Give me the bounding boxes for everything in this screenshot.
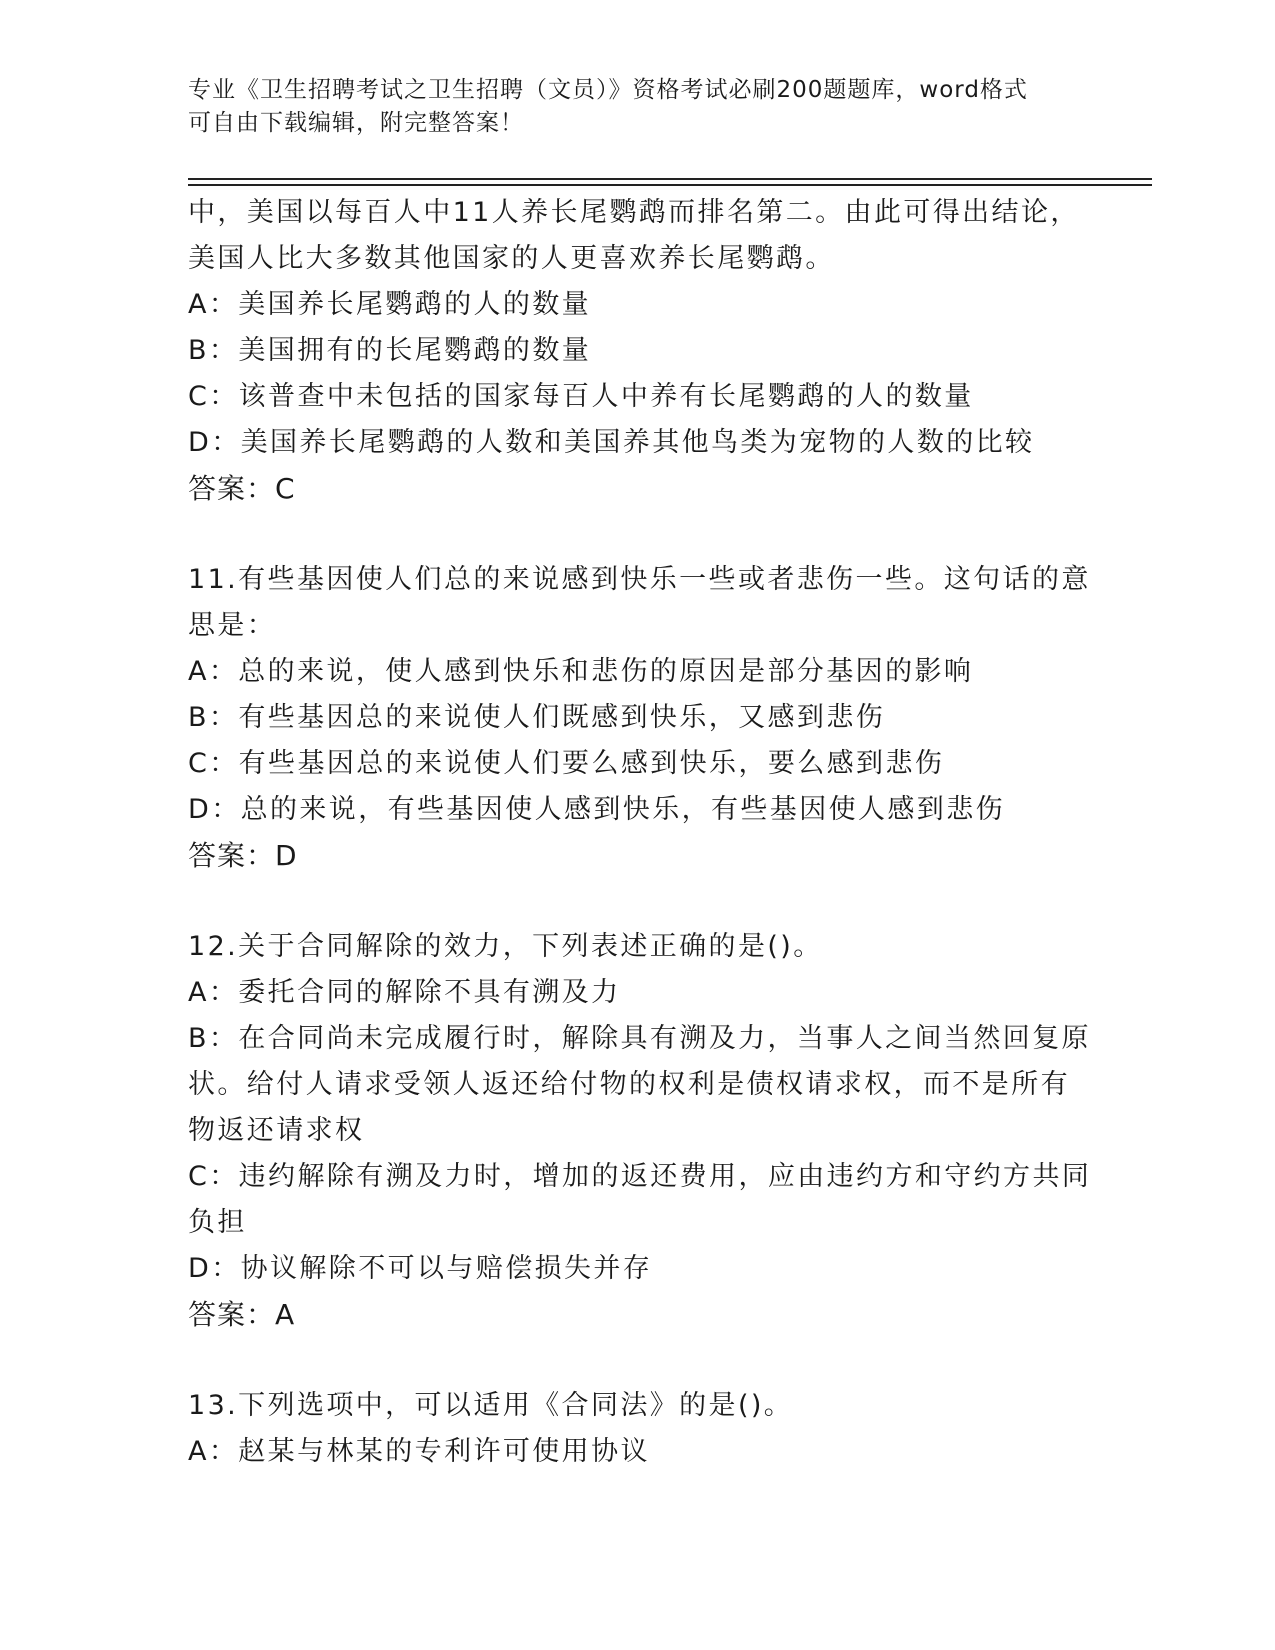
question-block-11 bbox=[188, 557, 1091, 879]
option-d: D：协议解除不可以与赔偿损失并存 bbox=[188, 1253, 653, 1284]
header-title-line-1: 专业《卫生招聘考试之卫生招聘（文员）》资格考试必刷200题题库，word格式 bbox=[188, 77, 1028, 103]
question-stem-line: 美国人比大多数其他国家的人更喜欢养长尾鹦鹉。 bbox=[188, 243, 835, 274]
option-d: D：总的来说，有些基因使人感到快乐，有些基因使人感到悲伤 bbox=[188, 794, 1005, 825]
option-a: A：赵某与林某的专利许可使用协议 bbox=[188, 1436, 650, 1467]
question-stem-line: 中，美国以每百人中11人养长尾鹦鹉而排名第二。由此可得出结论， bbox=[188, 197, 1080, 228]
document-header bbox=[188, 74, 1088, 140]
option-c: C：该普查中未包括的国家每百人中养有长尾鹦鹉的人的数量 bbox=[188, 381, 974, 412]
header-title-line-2: 可自由下载编辑，附完整答案！ bbox=[188, 110, 524, 136]
option-c: C：有些基因总的来说使人们要么感到快乐，要么感到悲伤 bbox=[188, 748, 945, 779]
answer-line: 答案：C bbox=[188, 472, 296, 505]
question-stem-line: 13.下列选项中，可以适用《合同法》的是()。 bbox=[188, 1390, 794, 1421]
spacer bbox=[188, 1338, 1088, 1383]
option-a: A：委托合同的解除不具有溯及力 bbox=[188, 977, 621, 1008]
spacer bbox=[188, 879, 1088, 924]
question-block-10-continued bbox=[188, 190, 1088, 512]
option-b: B：有些基因总的来说使人们既感到快乐，又感到悲伤 bbox=[188, 702, 886, 733]
option-a: A：总的来说，使人感到快乐和悲伤的原因是部分基因的影响 bbox=[188, 656, 974, 687]
option-c-continued: 负担 bbox=[188, 1207, 247, 1238]
answer-line: 答案：A bbox=[188, 1298, 296, 1331]
question-stem-line: 11.有些基因使人们总的来说感到快乐一些或者悲伤一些。这句话的意 bbox=[188, 564, 1091, 595]
header-rule-top bbox=[188, 178, 1152, 180]
spacer bbox=[188, 512, 1088, 557]
option-d: D：美国养长尾鹦鹉的人数和美国养其他鸟类为宠物的人数的比较 bbox=[188, 427, 1035, 458]
option-c: C：违约解除有溯及力时，增加的返还费用，应由违约方和守约方共同 bbox=[188, 1161, 1092, 1192]
question-stem-line: 12.关于合同解除的效力，下列表述正确的是()。 bbox=[188, 931, 823, 962]
answer-line: 答案：D bbox=[188, 839, 298, 872]
question-block-12 bbox=[188, 924, 1092, 1338]
question-stem-line: 思是： bbox=[188, 610, 277, 641]
option-a: A：美国养长尾鹦鹉的人的数量 bbox=[188, 289, 592, 320]
option-b-continued: 状。给付人请求受领人返还给付物的权利是债权请求权，而不是所有 bbox=[188, 1069, 1070, 1100]
option-b-continued: 物返还请求权 bbox=[188, 1115, 365, 1146]
question-block-13 bbox=[188, 1383, 1088, 1475]
option-b: B：在合同尚未完成履行时，解除具有溯及力，当事人之间当然回复原 bbox=[188, 1023, 1091, 1054]
question-list bbox=[188, 190, 1092, 1475]
header-rule-bottom bbox=[188, 184, 1152, 186]
option-b: B：美国拥有的长尾鹦鹉的数量 bbox=[188, 335, 592, 366]
